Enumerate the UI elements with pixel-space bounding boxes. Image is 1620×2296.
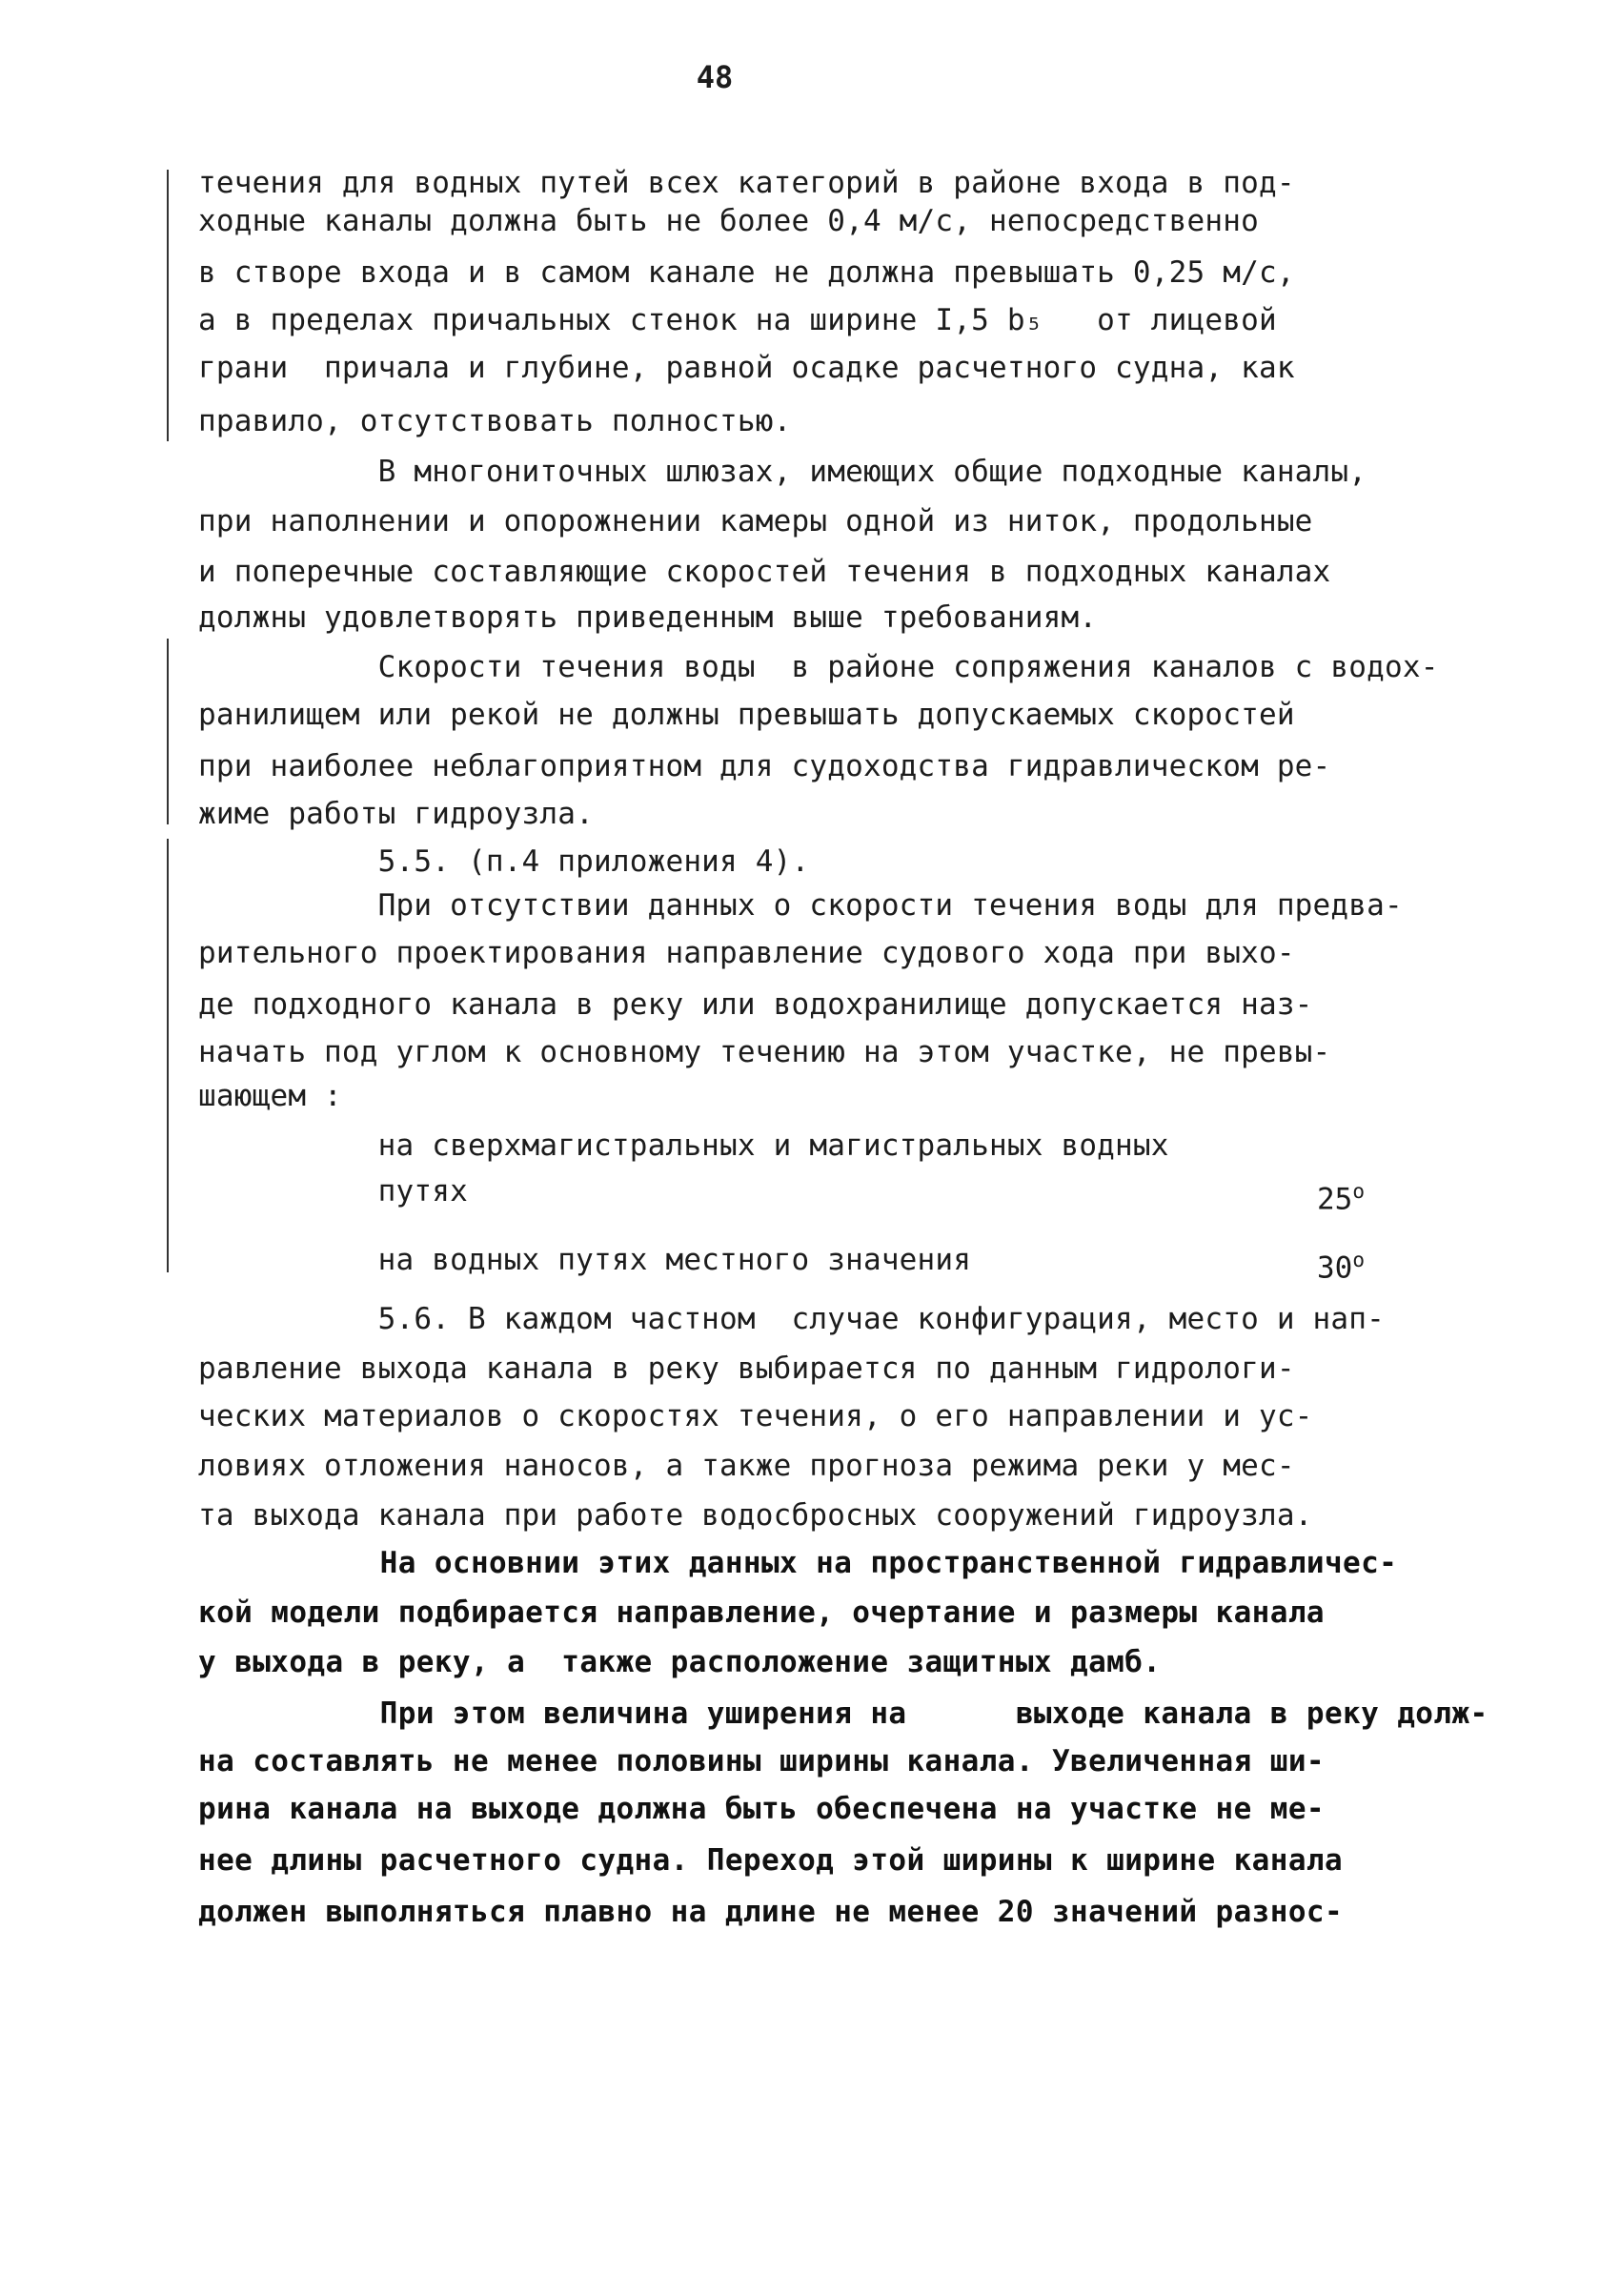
text-line: кой модели подбирается направление, очертание и размеры канала	[198, 1595, 1325, 1630]
text-line: у выхода в реку, а также расположение защитных дамб.	[198, 1645, 1162, 1679]
text-line: На основнии этих данных на пространственной гидравличес-	[198, 1546, 1398, 1580]
angle-value: 25$^o$	[1317, 1180, 1365, 1217]
text-line: течения для водных путей всех категорий в районе входа в под-	[198, 166, 1295, 200]
margin-revision-bar	[167, 839, 169, 1272]
text-line: В многониточных шлюзах, имеющих общие подходные каналы,	[198, 455, 1367, 489]
text-line: При этом величина уширения на выходе канала в реку долж-	[198, 1697, 1488, 1731]
text-line: та выхода канала при работе водосбросных сооружений гидроузла.	[198, 1498, 1313, 1533]
text-line: де подходного канала в реку или водохранилище допускается наз-	[198, 987, 1313, 1022]
text-line: ранилищем или рекой не должны превышать допускаемых скоростей	[198, 698, 1295, 732]
text-line: в створе входа и в самом канале не должна превышать 0,25 м/с,	[198, 255, 1295, 290]
text-line: должны удовлетворять приведенным выше требованиям.	[198, 600, 1098, 635]
text-line: правило, отсутствовать полностью.	[198, 404, 792, 438]
text-line: на сверхмагистральных и магистральных водных	[198, 1128, 1169, 1163]
text-line: ловиях отложения наносов, а также прогноза режима реки у мес-	[198, 1449, 1295, 1483]
text-line: при наполнении и опорожнении камеры одной из ниток, продольные	[198, 504, 1313, 538]
margin-revision-bar	[167, 170, 169, 441]
text-line: 5.6. В каждом частном случае конфигурация, место и нап-	[198, 1302, 1385, 1336]
angle-value: 30$^o$	[1317, 1249, 1365, 1286]
text-line: грани причала и глубине, равной осадке расчетного судна, как	[198, 351, 1295, 385]
text-line: шающем :	[198, 1079, 342, 1113]
text-line: начать под углом к основному течению на этом участке, не превы-	[198, 1035, 1331, 1069]
text-line: ходные каналы должна быть не более 0,4 м/с, непосредственно	[198, 204, 1259, 238]
text-line: при наиболее неблагоприятном для судоходства гидравлическом ре-	[198, 749, 1331, 783]
margin-revision-bar	[167, 639, 169, 824]
text-line: рина канала на выходе должна быть обеспечена на участке не ме-	[198, 1792, 1325, 1826]
text-line: и поперечные составляющие скоростей течения в подходных каналах	[198, 555, 1331, 589]
text-line: 5.5. (п.4 приложения 4).	[198, 844, 810, 879]
text-line: ческих материалов о скоростях течения, о его направлении и ус-	[198, 1399, 1313, 1433]
page-number: 48	[696, 59, 734, 95]
text-line: При отсутствии данных о скорости течения воды для предва-	[198, 888, 1403, 923]
text-line: на составлять не менее половины ширины канала. Увеличенная ши-	[198, 1744, 1325, 1778]
text-line: нее длины расчетного судна. Переход этой ширины к ширине канала	[198, 1843, 1344, 1878]
text-line: путях	[198, 1174, 468, 1209]
text-line: жиме работы гидроузла.	[198, 797, 594, 831]
text-line: на водных путях местного значения	[198, 1243, 972, 1277]
text-line: а в пределах причальных стенок на ширине I,5 b₅ от лицевой	[198, 303, 1277, 337]
text-line: должен выполняться плавно на длине не менее 20 значений разнос-	[198, 1895, 1344, 1929]
text-line: рительного проектирования направление судового хода при выхо-	[198, 936, 1295, 970]
text-line: равление выхода канала в реку выбирается по данным гидрологи-	[198, 1351, 1295, 1386]
text-line: Скорости течения воды в районе сопряжения каналов с водох-	[198, 650, 1439, 684]
